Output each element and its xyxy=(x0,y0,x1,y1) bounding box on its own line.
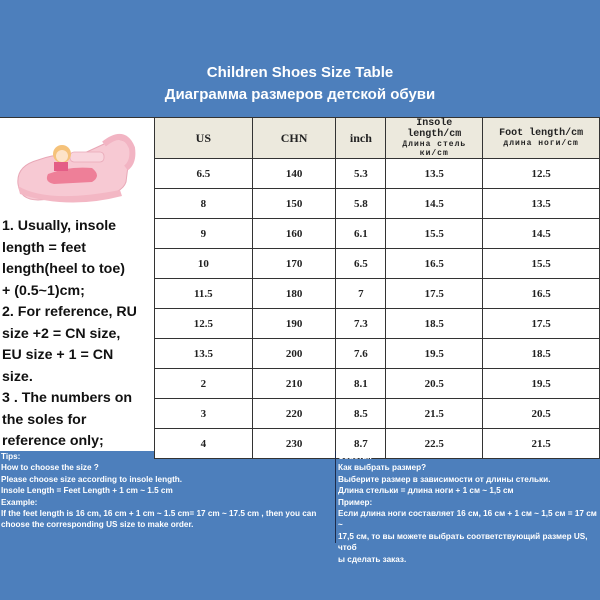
cell-inch: 8.1 xyxy=(336,369,386,399)
cell-us: 9 xyxy=(155,219,253,249)
cell-us: 4 xyxy=(155,429,253,459)
cell-foot: 12.5 xyxy=(483,159,600,189)
cell-insole: 16.5 xyxy=(386,249,483,279)
cell-inch: 6.1 xyxy=(336,219,386,249)
cell-us: 2 xyxy=(155,369,253,399)
tip-line: Если длина ноги составляет 16 см, 16 см + 1 см ~ 1,5 см = 17 см ~ xyxy=(338,509,597,530)
tip-line: Советы: xyxy=(338,452,373,461)
tip-line: Insole Length = Feet Length + 1 cm ~ 1.5 cm xyxy=(1,486,173,496)
table-row xyxy=(155,399,600,429)
cell-chn: 220 xyxy=(252,399,336,429)
table-row xyxy=(155,189,600,219)
header-insole-en: Insole length/cm xyxy=(407,118,462,140)
title-russian: Диаграмма размеров детской обуви xyxy=(164,86,436,103)
product-panel xyxy=(0,117,154,451)
cell-foot: 20.5 xyxy=(483,399,600,429)
tip-line: ы сделать заказ. xyxy=(338,554,407,564)
header-insole-ru: Длина стель ки/cm xyxy=(402,140,467,158)
cell-us: 11.5 xyxy=(155,279,253,309)
cell-insole: 20.5 xyxy=(386,369,483,399)
table-body xyxy=(155,159,600,459)
cell-insole: 17.5 xyxy=(386,279,483,309)
cell-chn: 180 xyxy=(252,279,336,309)
cell-inch: 6.5 xyxy=(336,249,386,279)
table-row xyxy=(155,279,600,309)
page-title xyxy=(0,62,600,106)
cell-chn: 150 xyxy=(252,189,336,219)
tip-line: How to choose the size ? xyxy=(1,463,99,473)
cell-us: 12.5 xyxy=(155,309,253,339)
note-line: length = feet xyxy=(2,239,86,256)
cell-us: 10 xyxy=(155,249,253,279)
cell-insole: 13.5 xyxy=(386,159,483,189)
note-line: 2. For reference, RU xyxy=(2,304,137,320)
tip-line: Tips: xyxy=(1,452,21,461)
tip-line: If the feet length is 16 cm, 16 cm + 1 cm ~ 1.5 cm= 17 cm ~ 17.5 cm , then you can xyxy=(1,509,317,519)
size-notes xyxy=(2,216,154,453)
cell-inch: 5.8 xyxy=(336,189,386,219)
header-foot-en: Foot length/cm xyxy=(499,128,584,139)
note-line: 1. Usually, insole xyxy=(2,218,117,234)
cell-foot: 14.5 xyxy=(483,219,600,249)
cell-insole: 19.5 xyxy=(386,339,483,369)
cell-insole: 22.5 xyxy=(386,429,483,459)
cell-insole: 15.5 xyxy=(386,219,483,249)
note-line: the soles for xyxy=(2,411,87,428)
cell-insole: 18.5 xyxy=(386,309,483,339)
header-foot-ru: длина ноги/cm xyxy=(503,139,579,148)
header-insole xyxy=(386,118,483,159)
size-table xyxy=(154,117,600,459)
title-english: Children Shoes Size Table xyxy=(206,64,394,81)
tips-divider xyxy=(335,451,336,543)
note-line: size +2 = CN size, xyxy=(2,325,121,342)
cell-inch: 7.6 xyxy=(336,339,386,369)
tip-line: Как выбрать размер? xyxy=(338,463,427,473)
cell-chn: 190 xyxy=(252,309,336,339)
cell-foot: 13.5 xyxy=(483,189,600,219)
cell-us: 8 xyxy=(155,189,253,219)
header-us: US xyxy=(155,118,253,159)
cell-foot: 18.5 xyxy=(483,339,600,369)
cell-foot: 15.5 xyxy=(483,249,600,279)
tip-line: Please choose size according to insole length. xyxy=(1,474,183,484)
cell-chn: 170 xyxy=(252,249,336,279)
note-line: length(heel to toe) xyxy=(2,261,125,277)
cell-inch: 5.3 xyxy=(336,159,386,189)
table-row xyxy=(155,159,600,189)
tip-line: Example: xyxy=(1,497,38,507)
cell-inch: 7.3 xyxy=(336,309,386,339)
table-header-row xyxy=(155,118,600,159)
shoe-image-icon xyxy=(8,122,138,212)
tips-english xyxy=(1,451,333,531)
cell-insole: 21.5 xyxy=(386,399,483,429)
cell-us: 3 xyxy=(155,399,253,429)
cell-inch: 7 xyxy=(336,279,386,309)
cell-foot: 19.5 xyxy=(483,369,600,399)
header-chn: CHN xyxy=(252,118,336,159)
cell-inch: 8.5 xyxy=(336,399,386,429)
tip-line: Выберите размер в зависимости от длины стельки. xyxy=(338,474,551,484)
table-row xyxy=(155,309,600,339)
cell-chn: 200 xyxy=(252,339,336,369)
cell-chn: 210 xyxy=(252,369,336,399)
cell-insole: 14.5 xyxy=(386,189,483,219)
cell-inch: 8.7 xyxy=(336,429,386,459)
header-inch: inch xyxy=(336,118,386,159)
cell-chn: 160 xyxy=(252,219,336,249)
note-line: + (0.5~1)cm; xyxy=(2,282,85,299)
table-row xyxy=(155,339,600,369)
tip-line: choose the corresponding US size to make order. xyxy=(1,520,194,530)
cell-foot: 16.5 xyxy=(483,279,600,309)
cell-chn: 140 xyxy=(252,159,336,189)
table-row xyxy=(155,249,600,279)
header-foot xyxy=(483,118,600,159)
note-line: EU size + 1 = CN xyxy=(2,347,114,363)
table-row xyxy=(155,369,600,399)
note-line: size. xyxy=(2,368,33,385)
tip-line: Длина стельки = длина ноги + 1 см ~ 1,5 см xyxy=(338,486,514,496)
cell-chn: 230 xyxy=(252,429,336,459)
cell-us: 6.5 xyxy=(155,159,253,189)
note-line: reference only; xyxy=(2,433,104,449)
cell-foot: 21.5 xyxy=(483,429,600,459)
tips-russian xyxy=(338,451,600,565)
note-line: 3 . The numbers on xyxy=(2,390,133,406)
table-row xyxy=(155,219,600,249)
tip-line: Пример: xyxy=(338,497,373,507)
cell-foot: 17.5 xyxy=(483,309,600,339)
tip-line: 17,5 см, то вы можете выбрать соответствующий размер US, чтоб xyxy=(338,531,588,553)
cell-us: 13.5 xyxy=(155,339,253,369)
